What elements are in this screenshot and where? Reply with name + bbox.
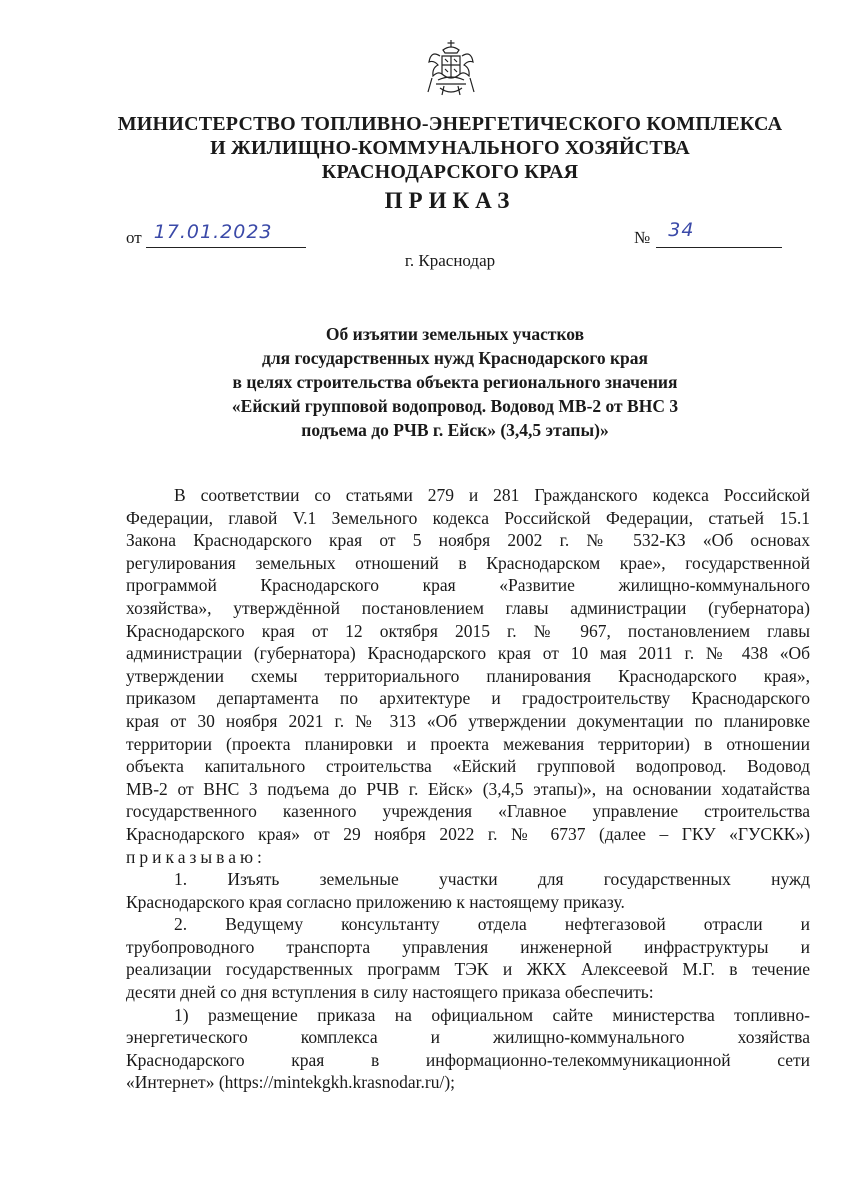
ministry-name-line-3: КРАСНОДАРСКОГО КРАЯ [321, 161, 579, 183]
body-line: приказом департамента по архитектуре и градостроительству Краснодарского [126, 688, 810, 709]
subject-line: Об изъятии земельных участков [325, 324, 585, 344]
order-subject [170, 322, 740, 442]
body-line: Закона Краснодарского края от 5 ноября 2002 г. № 532-КЗ «Об основах [126, 530, 810, 551]
city-name: г. Краснодар [404, 251, 496, 270]
number-prefix: № [634, 228, 651, 247]
body-line: территории (проекта планировки и проекта межевания территории) в отношении [126, 733, 810, 754]
body-line: государственного казенного учреждения «Главное управление строительства [126, 801, 810, 822]
ministry-name [90, 112, 810, 184]
body-line: «Интернет» (https://mintekgkh.krasnodar.ru/); [126, 1072, 456, 1093]
body-line: утверждении схемы территориального планирования Краснодарского края», [126, 665, 810, 686]
body-line: 1. Изъять земельные участки для государственных нужд [174, 869, 810, 890]
body-line: МВ-2 от ВНС 3 подъема до РЧВ г. Ейск» (3,4,5 этапы)», на основании ходатайства [126, 778, 810, 799]
body-line-prikazyvayu: приказываю: [126, 846, 266, 867]
body-line: хозяйства», утверждённой постановлением главы администрации (губернатора) [126, 597, 810, 618]
number-underline [656, 219, 782, 248]
body-line: В соответствии со статьями 279 и 281 Гражданского кодекса Российской [174, 485, 810, 505]
date-prefix: от [126, 228, 142, 247]
subject-line: «Ейский групповой водопровод. Водовод МВ-2 от ВНС 3 [231, 396, 679, 416]
body-line: реализации государственных программ ТЭК и ЖКХ Алексеевой М.Г. в течение [126, 959, 810, 980]
body-line: объекта капитального строительства «Ейский групповой водопровод. Водовод [126, 756, 810, 777]
body-line: программой Краснодарского края «Развитие жилищно-коммунального [126, 575, 810, 596]
body-line: трубопроводного транспорта управления инженерной инфраструктуры и [126, 936, 810, 957]
ministry-name-line-2: И ЖИЛИЩНО-КОММУНАЛЬНОГО ХОЗЯЙСТВА [210, 137, 690, 159]
body-line: Краснодарского края согласно приложению к настоящему приказу. [126, 891, 625, 912]
subject-line: для государственных нужд Краснодарского края [262, 348, 648, 368]
subject-line: в целях строительства объекта регионального значения [232, 372, 678, 392]
body-line: десяти дней со дня вступления в силу настоящего приказа обеспечить: [126, 982, 654, 1003]
date-underline [146, 221, 306, 248]
date-field [126, 221, 306, 248]
order-body [126, 484, 810, 1094]
body-line: 1) размещение приказа на официальном сайте министерства топливно- [174, 1004, 810, 1025]
document-type-title: ПРИКАЗ [384, 188, 516, 213]
body-line: Краснодарского края от 12 октября 2015 г. № 967, постановлением главы [126, 620, 810, 641]
body-line: края от 30 ноября 2021 г. № 313 «Об утверждении документации по планировке [126, 710, 810, 731]
coat-of-arms-emblem [426, 38, 476, 98]
body-line: администрации (губернатора) Краснодарского края от 10 мая 2011 г. № 438 «Об [126, 643, 810, 664]
body-line: 2. Ведущему консультанту отдела нефтегазовой отрасли и [174, 914, 810, 935]
subject-line: подъема до РЧВ г. Ейск» (3,4,5 этапы)» [301, 420, 609, 440]
handwritten-date: 17.01.2023 [153, 221, 273, 243]
number-field [634, 219, 782, 248]
body-line: регулирования земельных отношений в Краснодарском крае», государственной [126, 552, 810, 573]
body-line: Краснодарского края в информационно-телекоммуникационной сети [126, 1049, 810, 1070]
body-line: Федерации, главой V.1 Земельного кодекса Российской Федерации, статьей 15.1 [126, 507, 810, 528]
body-line: Краснодарского края» от 29 ноября 2022 г. № 6737 (далее – ГКУ «ГУСКК») [126, 823, 810, 844]
handwritten-number: 34 [668, 219, 695, 241]
ministry-name-line-1: МИНИСТЕРСТВО ТОПЛИВНО-ЭНЕРГЕТИЧЕСКОГО КОМПЛЕКСА [117, 113, 783, 135]
body-line: энергетического комплекса и жилищно-коммунального хозяйства [126, 1027, 810, 1048]
